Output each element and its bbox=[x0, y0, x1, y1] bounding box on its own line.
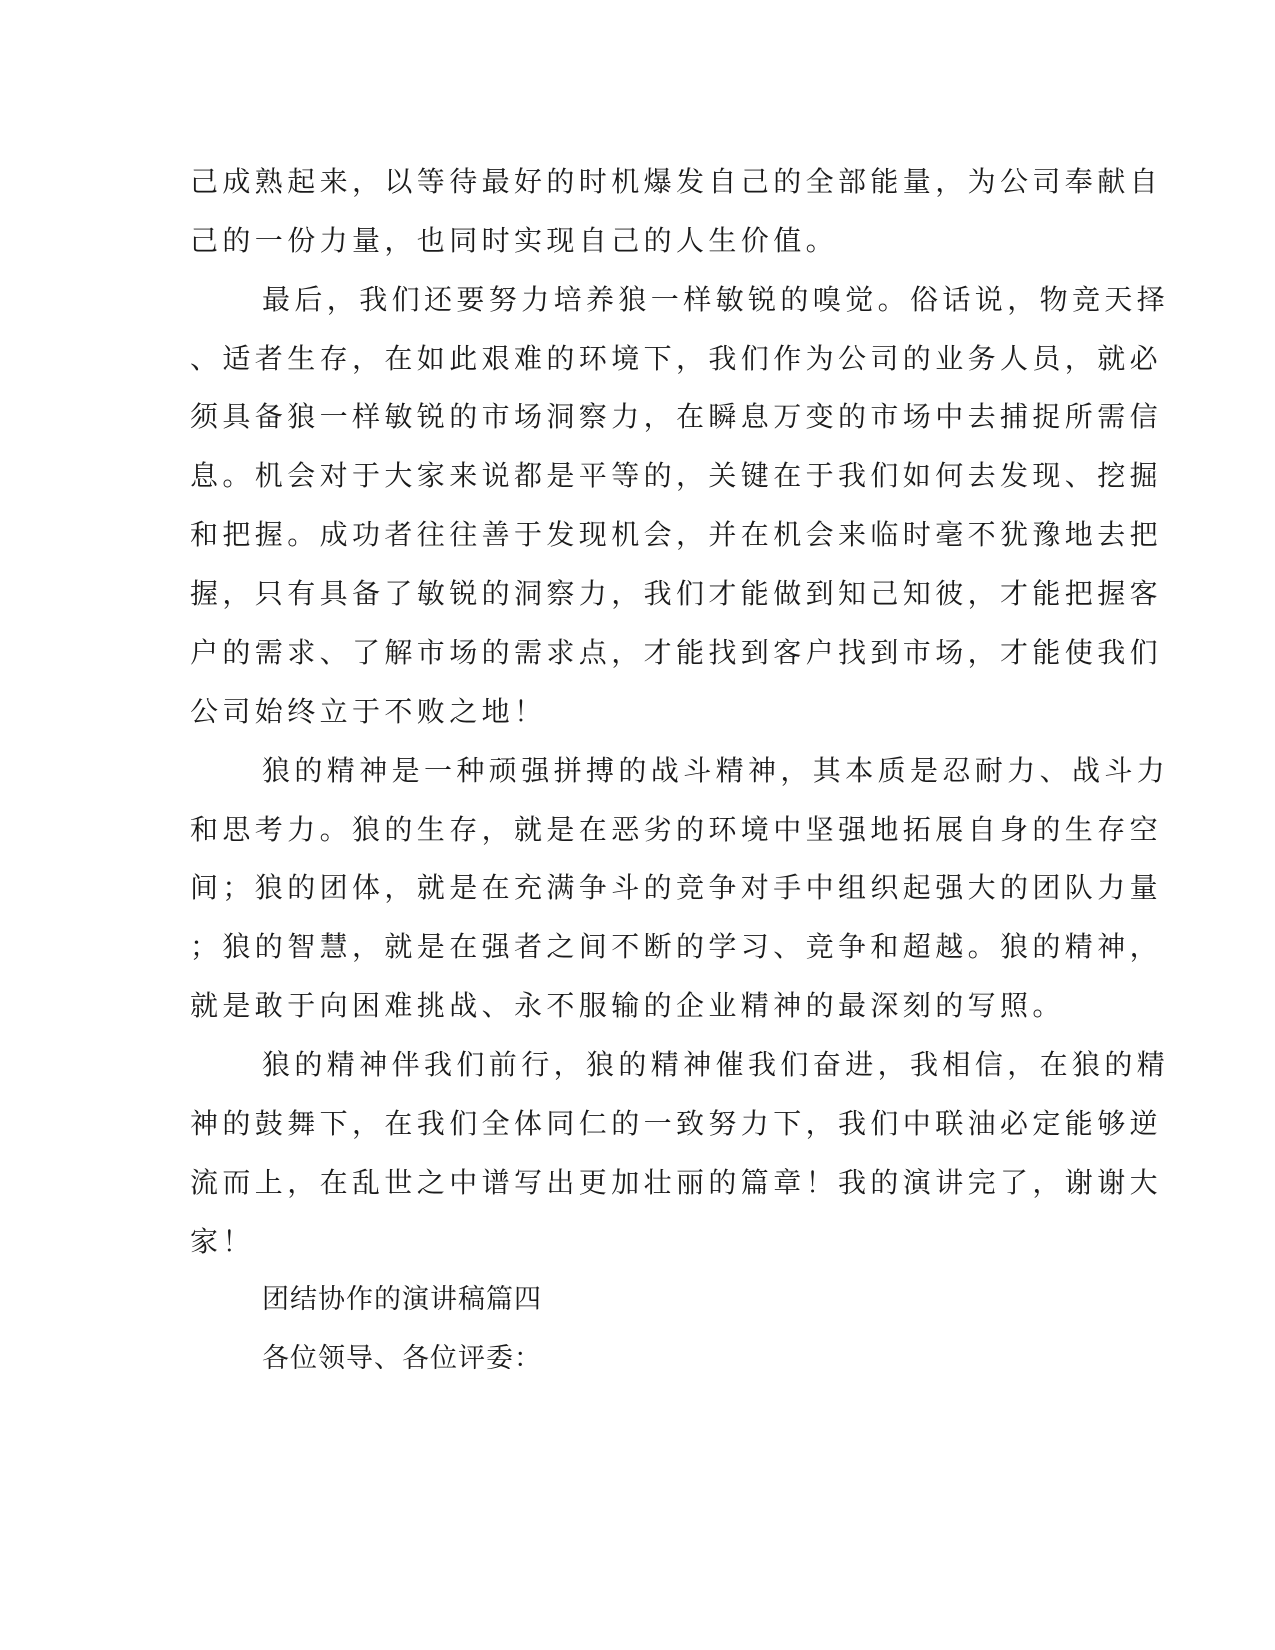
text-line: 、适者生存，在如此艰难的环境下，我们作为公司的业务人员，就必 bbox=[190, 342, 1163, 375]
paragraph-start-line: 狼的精神是一种顽强拼搏的战斗精神，其本质是忍耐力、战斗力 bbox=[262, 754, 1170, 787]
paragraph-start-line: 最后，我们还要努力培养狼一样敏锐的嗅觉。俗话说，物竞天择 bbox=[262, 283, 1170, 316]
text-line: 公司始终立于不败之地！ bbox=[190, 695, 547, 728]
text-line: 己成熟起来，以等待最好的时机爆发自己的全部能量，为公司奉献自 bbox=[190, 165, 1163, 198]
text-line: 间；狼的团体，就是在充满争斗的竞争对手中组织起强大的团队力量 bbox=[190, 871, 1163, 904]
text-line: 家！ bbox=[190, 1225, 255, 1258]
text-line: 息。机会对于大家来说都是平等的，关键在于我们如何去发现、挖掘 bbox=[190, 459, 1163, 492]
section-heading: 团结协作的演讲稿篇四 bbox=[262, 1284, 542, 1315]
text-line: 和把握。成功者往往善于发现机会，并在机会来临时毫不犹豫地去把 bbox=[190, 518, 1163, 551]
text-line: 握，只有具备了敏锐的洞察力，我们才能做到知己知彼，才能把握客 bbox=[190, 577, 1163, 610]
text-line: 神的鼓舞下，在我们全体同仁的一致努力下，我们中联油必定能够逆 bbox=[190, 1107, 1163, 1140]
paragraph-start-line: 狼的精神伴我们前行，狼的精神催我们奋进，我相信，在狼的精 bbox=[262, 1048, 1170, 1081]
text-line: 就是敢于向困难挑战、永不服输的企业精神的最深刻的写照。 bbox=[190, 989, 1065, 1022]
text-line: 和思考力。狼的生存，就是在恶劣的环境中坚强地拓展自身的生存空 bbox=[190, 813, 1163, 846]
text-line: 须具备狼一样敏锐的市场洞察力，在瞬息万变的市场中去捕捉所需信 bbox=[190, 400, 1163, 433]
text-line: 户的需求、了解市场的需求点，才能找到客户找到市场，才能使我们 bbox=[190, 636, 1163, 669]
text-line: 流而上，在乱世之中谱写出更加壮丽的篇章！我的演讲完了，谢谢大 bbox=[190, 1166, 1163, 1199]
text-line: 己的一份力量，也同时实现自己的人生价值。 bbox=[190, 224, 839, 257]
salutation-line: 各位领导、各位评委： bbox=[262, 1343, 542, 1374]
text-line: ；狼的智慧，就是在强者之间不断的学习、竞争和超越。狼的精神， bbox=[190, 930, 1163, 963]
